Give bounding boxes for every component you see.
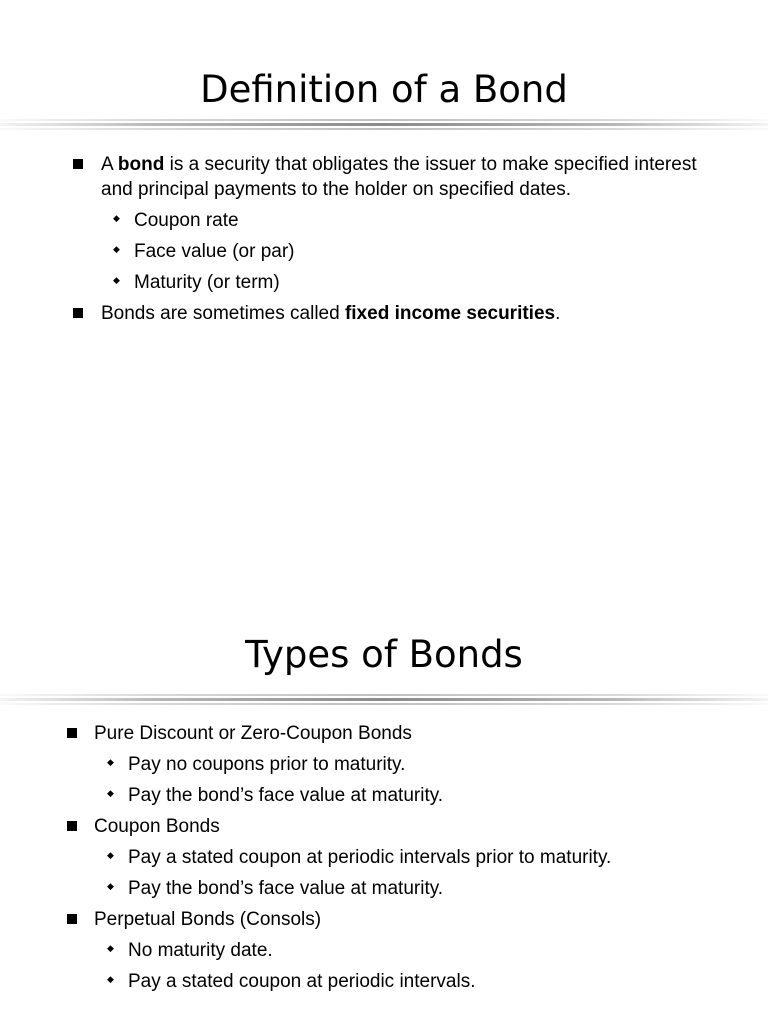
sub-bullet-item: [70, 239, 730, 264]
slide-title: Definition of a Bond: [200, 68, 568, 111]
sub-bullet-text: Maturity (or term): [134, 272, 280, 293]
sub-bullet-item: [64, 752, 744, 777]
sub-bullet-item: [64, 938, 744, 963]
sub-bullet-text: Pay a stated coupon at periodic intervals prior to maturity.: [128, 847, 612, 868]
diamond-bullet-icon: ◆: [107, 757, 114, 767]
sub-bullet-item: [70, 208, 730, 233]
sub-bullet-item: [64, 969, 744, 994]
diamond-bullet-icon: ◆: [107, 881, 114, 891]
diamond-bullet-icon: ◆: [113, 244, 120, 254]
bullet-text-post: .: [555, 303, 561, 324]
bullet-item: [64, 907, 744, 932]
sub-bullet-text: Pay the bond’s face value at maturity.: [128, 878, 444, 899]
sub-bullet-text: Coupon rate: [134, 210, 239, 231]
bullet-text-bold: fixed income securities: [344, 303, 556, 324]
title-divider: [0, 694, 768, 708]
sub-bullet-text: Pay the bond’s face value at maturity.: [128, 785, 444, 806]
bullet-list: [64, 721, 744, 1000]
bullet-text-pre: A: [101, 154, 118, 175]
slide-types-of-bonds: [0, 512, 768, 1024]
bullet-item: [70, 152, 730, 202]
sub-bullet-item: [64, 783, 744, 808]
sub-bullet-text: Pay no coupons prior to maturity.: [128, 754, 406, 775]
diamond-bullet-icon: ◆: [107, 943, 114, 953]
diamond-bullet-icon: ◆: [107, 974, 114, 984]
bullet-text: Perpetual Bonds (Consols): [94, 909, 322, 930]
sub-bullet-text: Pay a stated coupon at periodic intervals.: [128, 971, 476, 992]
title-divider: [0, 119, 768, 133]
bullet-text: Pure Discount or Zero-Coupon Bonds: [94, 723, 412, 744]
sub-bullet-item: [64, 876, 744, 901]
slide-title: Types of Bonds: [245, 633, 523, 676]
bullet-item: [70, 301, 730, 326]
sub-bullet-text: Face value (or par): [134, 241, 295, 262]
bullet-item: [64, 814, 744, 839]
diamond-bullet-icon: ◆: [113, 275, 120, 285]
bullet-text-post: is a security that obligates the issuer to make specified interest and principal payments to the holder on specified dates.: [101, 154, 697, 200]
bullet-text-pre: Bonds are sometimes called: [101, 303, 345, 324]
bullet-text-bold: bond: [117, 154, 165, 175]
sub-bullet-item: [64, 845, 744, 870]
bullet-item: [64, 721, 744, 746]
bullet-text: Coupon Bonds: [94, 816, 220, 837]
diamond-bullet-icon: ◆: [107, 850, 114, 860]
bullet-list: [70, 152, 730, 332]
sub-bullet-item: [70, 270, 730, 295]
diamond-bullet-icon: ◆: [107, 788, 114, 798]
diamond-bullet-icon: ◆: [113, 213, 120, 223]
sub-bullet-text: No maturity date.: [128, 940, 273, 961]
